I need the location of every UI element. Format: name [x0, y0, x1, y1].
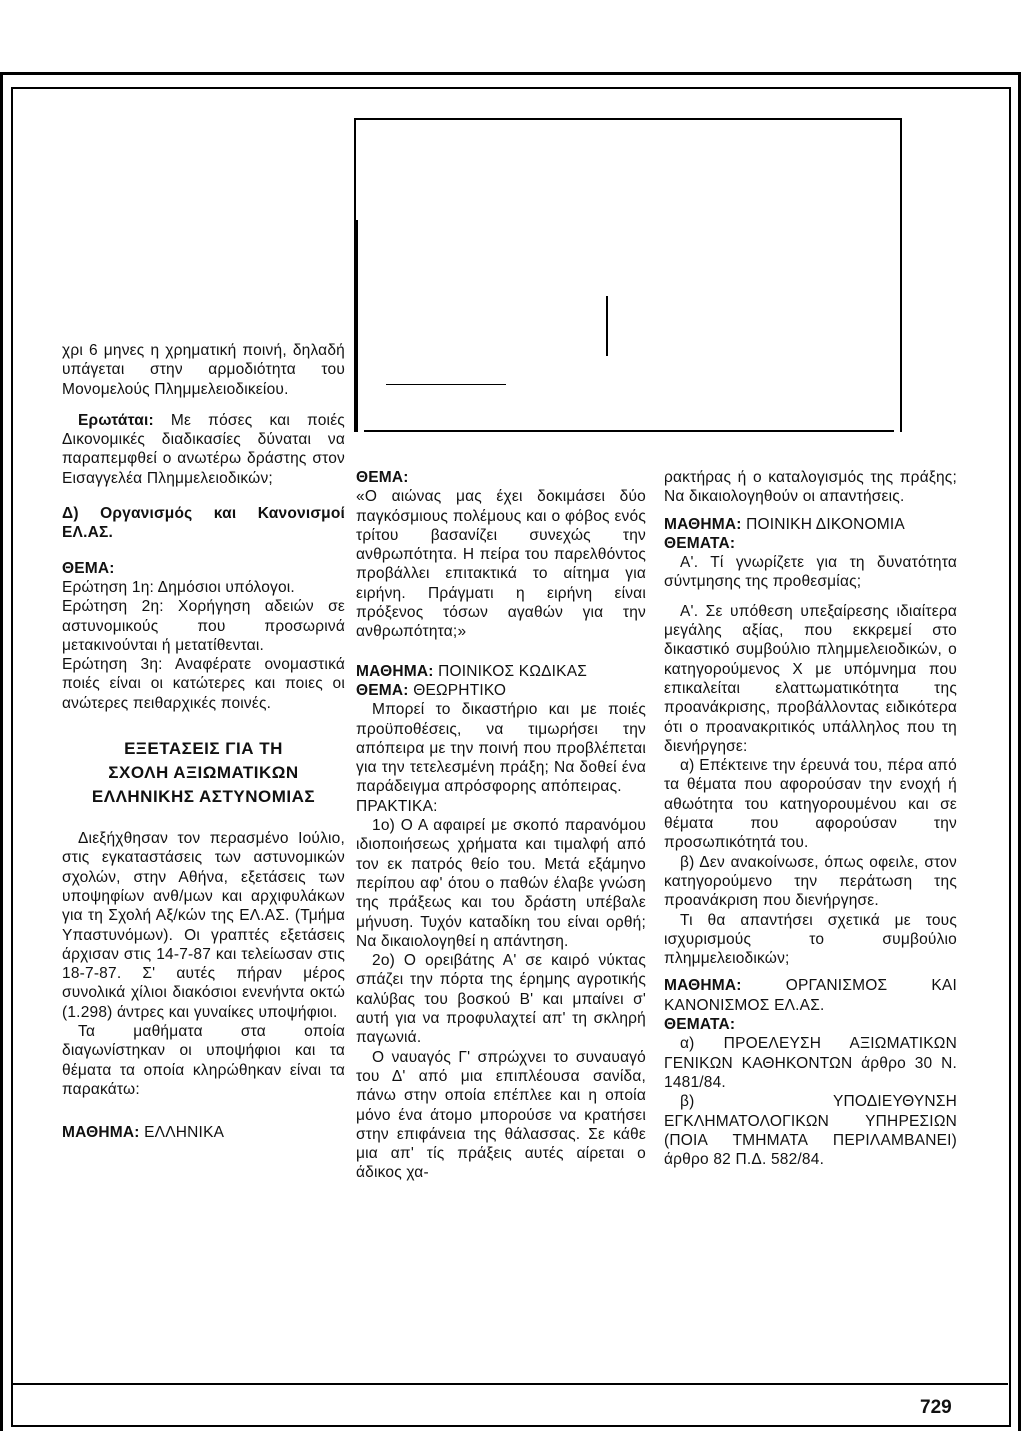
question-1: Ερώτηση 1η: Δημόσιοι υπόλογοι. — [62, 578, 295, 596]
paragraph: Ο ναυαγός Γ' σπρώχνει το συναυαγό του Δ' από μια επιπλέουσα σανίδα, πάνω στην οποία επέπλεε και η οποία μόνο ένα άτομο μπορούσε να κρατήσει στην επιφάνεια της θάλασσας. Σε κάθε μια απ' τίς πράξεις αυτές αίρεται ο άδικος χα- — [356, 1048, 646, 1182]
subject-line: ΜΑΘΗΜΑ: ΠΟΙΝΙΚΗ ΔΙΚΟΝΟΜΙΑ — [664, 515, 905, 533]
thema-label: ΘΕΜΑ: — [356, 469, 409, 486]
headline: ΕΞΕΤΑΣΕΙΣ ΓΙΑ ΤΗ ΣΧΟΛΗ ΑΞΙΩΜΑΤΙΚΩΝ ΕΛΛΗΝΙΚΗΣ ΑΣΤΥΝΟΜΙΑΣ — [91, 739, 316, 807]
paragraph: α) ΠΡΟΕΛΕΥΣΗ ΑΞΙΩΜΑΤΙΚΩΝ ΓΕΝΙΚΩΝ ΚΑΘΗΚΟΝΤΩΝ άρθρο 30 Ν. 1481/84. — [664, 1035, 957, 1091]
paragraph: Α'. Τί γνωρίζετε για τη δυνατότητα σύντμησης της προθεσμίας; — [664, 554, 957, 591]
paragraph: Διεξήχθησαν τον περασμένο Ιούλιο, στις εγκαταστάσεις των αστυνομικών σχολών, στην Αθήνα, εξετάσεις των υποψηφίων ανθ/μων και αρχιφυλάκων για τη Σχολή Αξ/κών της ΕΛ.ΑΣ. (Τμήμα Υπαστυνόμων). Οι γραπτές εξετάσεις άρχισαν στις 14-7-87 και τελείωσαν στις 18-7-87. Σ' αυτές πήραν μέρος συνολικά χίλιοι διακόσιοι ενενήντα οκτώ (1.298) άντρες και γυναίκες υποψήφιοι. — [62, 830, 345, 1021]
subject-line: ΜΑΘΗΜΑ: ΕΛΛΗΝΙΚΑ — [62, 1124, 225, 1142]
column-3 — [664, 468, 957, 1169]
paragraph: Τι θα απαντήσει σχετικά με τους ισχυρισμούς το συμβούλιο πλημμελειοδικών; — [664, 911, 957, 968]
paragraph: ρακτήρας ή ο καταλογισμός της πράξης; Να δικαιολογηθούν οι απαντήσεις. — [664, 469, 957, 506]
praktika-label: ΠΡΑΚΤΙΚΑ: — [356, 797, 438, 815]
section-heading: Δ) Οργανισμός και Κανονισμοί ΕΛ.ΑΣ. — [62, 505, 345, 542]
paragraph: β) ΥΠΟΔΙΕΥΘΥΝΣΗ ΕΓΚΛΗΜΑΤΟΛΟΓΙΚΩΝ ΥΠΗΡΕΣΙΩΝ (ΠΟΙΑ ΤΜΗΜΑΤΑ ΠΕΡΙΛΑΜΒΑΝΕΙ) άρθρο 82 Π.Δ. 582/84. — [664, 1093, 957, 1169]
paragraph: χρι 6 μηνες η χρηματική ποινή, δηλαδή υπάγεται στην αρμοδιότητα του Μονομελούς Πλημμελειοδικείου. — [62, 342, 345, 398]
paragraph: β) Δεν ανακοίνωσε, όπως οφειλε, στον κατηγορούμενο την περάτωση της προανάκριση που διενήργησε. — [664, 853, 957, 910]
paragraph: Ερωτάται: Με πόσες και ποιές Δικονομικές διαδικασίες δύναται να παραπεμφθεί ο ανωτέρω δράστης στον Εισαγγελέα Πλημμελειοδικών; — [62, 411, 345, 487]
question-3: Ερώτηση 3η: Αναφέρατε ονομαστικά ποιές είναι οι κατώτερες και ποιες οι ανώτερες πειθαρχικές ποινές. — [62, 656, 345, 712]
page-number: 729 — [920, 1397, 952, 1418]
paragraph: Α'. Σε υπόθεση υπεξαίρεσης ιδιαίτερα μεγάλης αξίας, που εκκρεμεί στο δικαστικό συμβούλιο πλημμελειοδικών, ο κατηγορούμενος Χ με υπόμνημα που επικαλείται ελαττωματικότητα της προανάκρισης, προβάλλοντας ειδικότερα ότι ο προανακριτικός υπάλληλος που τη διενήργησε: — [664, 602, 957, 755]
paragraph: Μπορεί το δικαστήριο και με ποιές προϋποθέσεις, να τιμωρήσει την απόπειρα με την ποινή που προβλέπεται για την τετελεσμένη πράξη; Να δοθεί ένα παράδειγμα απρόσφορης απόπειρας. — [356, 701, 646, 796]
bottom-rule — [13, 1383, 1008, 1385]
thema-label: ΘΕΜΑ: — [62, 559, 115, 577]
subject-line: ΜΑΘΗΜΑ: ΟΡΓΑΝΙΣΜΟΣ ΚΑΙ ΚΑΝΟΝΙΣΜΟΣ ΕΛ.ΑΣ. — [664, 977, 957, 1014]
photo-area — [354, 118, 902, 432]
themata-label: ΘΕΜΑΤΑ: — [664, 534, 736, 552]
column-2 — [356, 468, 646, 1183]
paragraph: 1ο) Ο Α αφαιρεί με σκοπό παρανόμου ιδιοποιήσεως χρήματα και τιμαλφή από τον εκ πατρός θείο του. Μετά εξάμηνο περίπου αφ' ότου ο παθών έλαβε γνώση της πράξεως και του δράστη υπέβαλε μήνυση. Τυχόν καταδίκη του είναι ορθή; Να δικαιολογηθεί η απάντηση. — [356, 817, 646, 950]
paragraph: 2ο) Ο ορειβάτης Α' σε καιρό νύκτας σπάζει την πόρτα της έρημης αγροτικής καλύβας του βοσκού Β' και μπαίνει σ' αυτή για να προφυλαχτεί απ' τη σκληρή παγωνιά. — [356, 952, 646, 1047]
quote: «Ο αιώνας μας έχει δοκιμάσει δύο παγκόσμιους πολέμους και ο φόβος ενός τρίτου βασανίζει συνεχώς την ανθρωπότητα. Η πείρα του παρελθόντος προβάλλει επιτακτικά το αίτημα για ειρήνη. Πράγματι η ειρήνη είναι πρόξενος τόσων αγαθών για την ανθρωπότητα;» — [356, 488, 646, 641]
subject-line: ΜΑΘΗΜΑ: ΠΟΙΝΙΚΟΣ ΚΩΔΙΚΑΣ — [356, 662, 588, 680]
paragraph: Τα μαθήματα στα οποία διαγωνίστηκαν οι υποψήφιοι και τα θέματα τα οποία κληρώθηκαν είναι τα παρακάτω: — [62, 1023, 345, 1098]
question-2: Ερώτηση 2η: Χορήγηση αδειών σε αστυνομικούς που προσωρινά μετακινούνται ή μετατίθενται. — [62, 598, 345, 654]
column-1 — [62, 341, 345, 1143]
themata-label: ΘΕΜΑΤΑ: — [664, 1016, 736, 1034]
paragraph: α) Επέκτεινε την έρευνά του, πέρα από τα θέματα που αφορούσαν την ενοχή ή αθωότητα του κατηγορουμένου και σε θέματα που αφορούσαν την προσωπικότητά του. — [664, 757, 957, 852]
thema-line: ΘΕΜΑ: ΘΕΩΡΗΤΙΚΟ — [356, 681, 507, 699]
